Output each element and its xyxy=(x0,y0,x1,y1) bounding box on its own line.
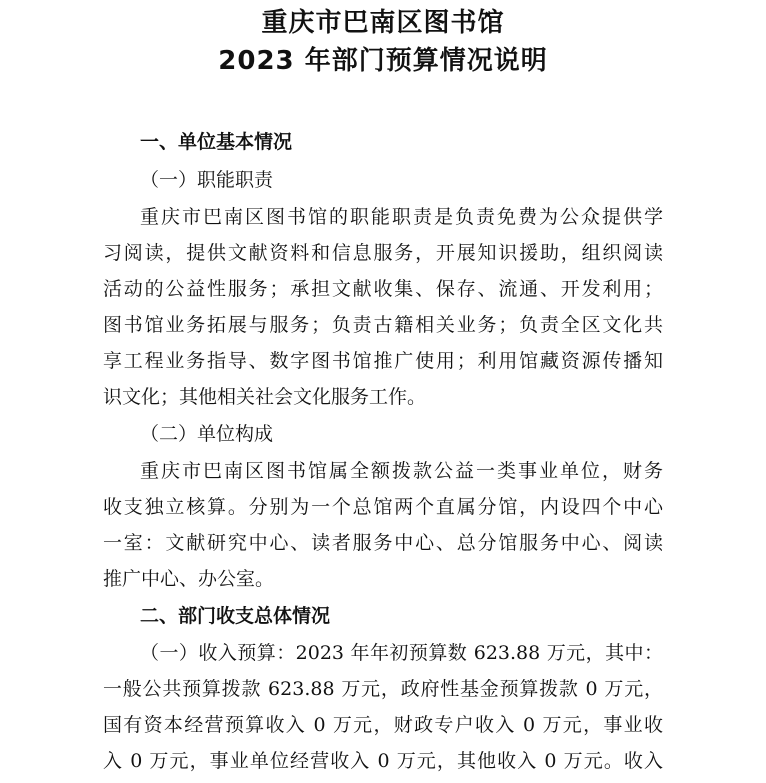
paragraph-line: 一室：文献研究中心、读者服务中心、总分馆服务中心、阅读 xyxy=(103,532,663,554)
paragraph-line: 入 0 万元，事业单位经营收入 0 万元，其他收入 0 万元。收入 xyxy=(103,750,663,772)
paragraph-line: 享工程业务指导、数字图书馆推广使用；利用馆藏资源传播知 xyxy=(103,350,663,372)
paragraph-line: 收支独立核算。分别为一个总馆两个直属分馆，内设四个中心 xyxy=(103,496,663,518)
paragraph-line: 识文化；其他相关社会文化服务工作。 xyxy=(103,386,427,408)
subsection-heading-composition: （二）单位构成 xyxy=(140,423,274,445)
paragraph-line: 活动的公益性服务；承担文献收集、保存、流通、开发利用； xyxy=(103,278,663,300)
paragraph-line: 重庆市巴南区图书馆的职能职责是负责免费为公众提供学 xyxy=(140,206,663,228)
paragraph-line: 习阅读，提供文献资料和信息服务，开展知识援助，组织阅读 xyxy=(103,242,663,264)
paragraph-line: 国有资本经营预算收入 0 万元，财政专户收入 0 万元，事业收 xyxy=(103,714,663,736)
paragraph-line: 推广中心、办公室。 xyxy=(103,568,275,590)
section-heading-basic-info: 一、单位基本情况 xyxy=(140,131,293,153)
paragraph-line: （一）收入预算：2023 年年初预算数 623.88 万元，其中： xyxy=(140,642,663,664)
section-heading-budget-overview: 二、部门收支总体情况 xyxy=(140,605,331,627)
document-title-line1: 重庆市巴南区图书馆 xyxy=(261,8,505,38)
subsection-heading-duties: （一）职能职责 xyxy=(140,169,274,191)
paragraph-line: 一般公共预算拨款 623.88 万元，政府性基金预算拨款 0 万元， xyxy=(103,678,663,700)
document-title-line2: 2023 年部门预算情况说明 xyxy=(218,46,548,76)
paragraph-line: 图书馆业务拓展与服务；负责古籍相关业务；负责全区文化共 xyxy=(103,314,663,336)
paragraph-line: 重庆市巴南区图书馆属全额拨款公益一类事业单位，财务 xyxy=(140,460,663,482)
